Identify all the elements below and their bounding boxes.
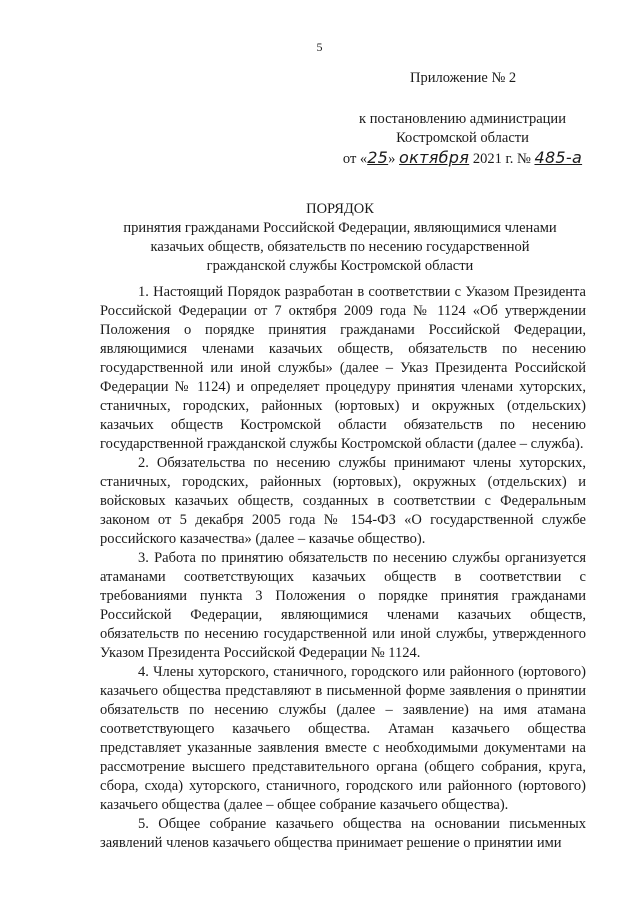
document-body — [100, 283, 586, 853]
date-mid: » — [388, 151, 400, 167]
paragraph-1: 1. Настоящий Порядок разработан в соответствии с Указом Президента Российской Федерации от 7 октября 2009 года № 1124 «Об утверждении Положения о порядке принятия гражданами Российской Федерации, являющимися членами казачьих обществ, обязательств по несению государственной или иной службы» (далее – Указ Президента Российской Федерации № 1124) и определяет процедуру принятия членами хуторских, станичных, городских, районных (юртовых) и окружных (отдельских) казачьих обществ Костромской области обязательств по несению государственной гражданской службы Костромской области (далее – служба). — [100, 284, 586, 452]
handwritten-doc-number: 485-а — [534, 148, 583, 167]
handwritten-month: октября — [399, 148, 470, 167]
document-title — [100, 200, 580, 276]
resolution-date-line — [340, 148, 585, 169]
page-number: 5 — [316, 40, 323, 54]
date-prefix: от « — [342, 151, 368, 167]
title-line-2: казачьих обществ, обязательств по несению государственной — [150, 239, 530, 255]
date-year: 2021 г. № — [469, 151, 535, 167]
paragraph-5: 5. Общее собрание казачьего общества на основании письменных заявлений членов казачьего общества принимает решение о принятии ими — [100, 816, 586, 851]
title-heading: ПОРЯДОК — [306, 201, 374, 217]
paragraph-2: 2. Обязательства по несению службы принимают члены хуторских, станичных, городских, районных (юртовых), окружных (отдельских) и войсковых казачьих обществ, созданных в соответствии с Федеральным законом от 5 декабря 2005 года № 154-ФЗ «О государственной службе российского казачества» (далее – казачье общество). — [100, 455, 586, 547]
resolution-line-2: Костромской области — [396, 130, 529, 146]
resolution-reference — [340, 110, 585, 169]
paragraph-3: 3. Работа по принятию обязательств по несению службы организуется атаманами соответствующих казачьих обществ в соответствии с требованиями пункта 3 Положения о порядке принятия гражданами Российской Федерации, являющимися членами казачьих обществ, обязательств по несению государственной или иной службы, утвержденного Указом Президента Российской Федерации № 1124. — [100, 550, 586, 661]
paragraph-4: 4. Члены хуторского, станичного, городского или районного (юртового) казачьего общества представляют в письменной форме заявления о принятии обязательств по несению службы (далее – заявление) на имя атамана соответствующего казачьего общества. Атаман казачьего общества представляет указанные заявления вместе с необходимыми документами на рассмотрение высшего представительного органа (общего собрания, круга, сбора, схода) хуторского, станичного, городского или районного (юртового) казачьего общества (далее – общее собрание казачьего общества). — [100, 664, 586, 813]
title-line-3: гражданской службы Костромской области — [206, 258, 474, 274]
appendix-label: Приложение № 2 — [410, 70, 517, 86]
title-line-1: принятия гражданами Российской Федерации, являющимися членами — [123, 220, 557, 236]
handwritten-day: 25 — [367, 148, 389, 167]
resolution-line-1: к постановлению администрации — [359, 111, 566, 127]
